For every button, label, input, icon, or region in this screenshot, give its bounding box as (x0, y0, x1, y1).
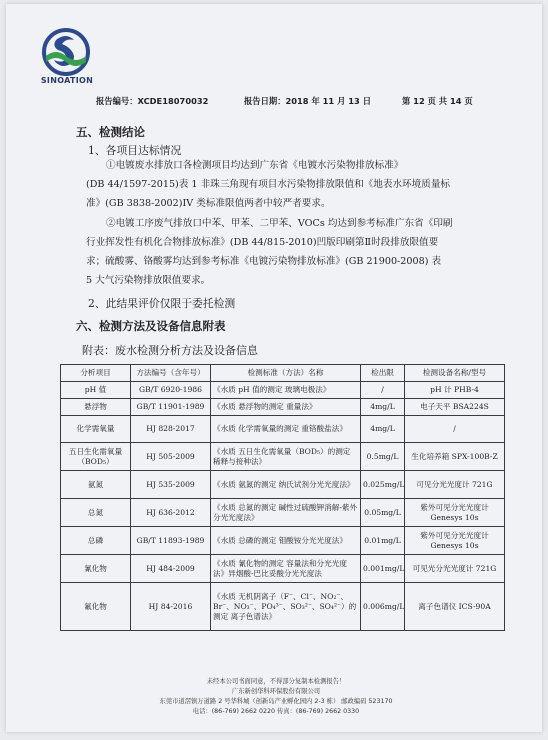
cell-device: 生化培养箱 SPX-100B-Z (405, 443, 505, 471)
paragraph-line: 行业挥发性有机化合物排放标准》(DB 44/815-2010)凹版印刷第Ⅱ时段排放限值要 (86, 237, 439, 248)
cell-device: pH 计 PHB-4 (405, 382, 505, 399)
cell-limit: 0.001mg/L (361, 555, 405, 583)
paragraph-line: ①电镀废水排放口各检测项目均达到广东省《电镀水污染物排放标准》 (106, 160, 404, 171)
cell-limit: 0.01mg/L (361, 527, 405, 555)
cell-standard: 《水质 总磷的测定 钼酸铵分光光度法》 (211, 527, 361, 555)
paragraph-line: 准》(GB 3838-2002)IV 类标准限值两者中较严者要求。 (86, 198, 331, 209)
cell-item: 氟化物 (61, 583, 131, 631)
cell-code: HJ 535-2009 (131, 471, 211, 499)
logo-text: SINOATION (40, 76, 94, 85)
table-row (61, 527, 505, 555)
paragraph-line: ②电镀工序废气排放口中苯、甲苯、二甲苯、VOCs 均达到参考标准广东省《印刷 (106, 218, 453, 229)
table-row (61, 499, 505, 527)
cell-item: 氨氮 (61, 471, 131, 499)
cell-limit: 0.05mg/L (361, 499, 405, 527)
table-row (61, 471, 505, 499)
section-6-title: 六、检测方法及设备信息附表 (76, 319, 226, 333)
cell-standard: 《水质 氨氮的测定 纳氏试剂分光光度法》 (211, 471, 361, 499)
cell-item: 总磷 (61, 527, 131, 555)
cell-item: 总氮 (61, 499, 131, 527)
footer-notice: 未经本公司书面同意，不得部分复制本检测报告！ (206, 678, 346, 685)
cell-standard: 《水质 氰化物的测定 容量法和分光光度法》异烟酸-巴比妥酸分光光度法 (211, 555, 361, 583)
cell-item: pH 值 (61, 382, 131, 399)
paragraph-line: 5 大气污染物排放限值要求。 (86, 275, 211, 286)
col-header-code: 方法编号（含年号） (131, 365, 211, 382)
table-row (61, 382, 505, 399)
cell-limit: 0.5mg/L (361, 443, 405, 471)
table-row (61, 416, 505, 443)
report-page (6, 4, 542, 732)
footer-contact: 电话：(86-769) 2662 0220 传真：(86-769) 2662 0330 (192, 708, 360, 715)
cell-code: HJ 505-2009 (131, 443, 211, 471)
conclusion-item-2: 2、此结果评价仅限于委托检测 (88, 297, 236, 310)
cell-limit: 4mg/L (361, 416, 405, 443)
cell-device: 可见分光光度计 721G (405, 471, 505, 499)
cell-code: HJ 484-2009 (131, 555, 211, 583)
table-row (61, 583, 505, 631)
col-header-device: 检测设备名称/型号 (405, 365, 505, 382)
cell-standard: 《水质 总氮的测定 碱性过硫酸钾消解-紫外分光光度法》 (211, 499, 361, 527)
cell-device: 紫外可见分光光度计 Genesys 10s (405, 527, 505, 555)
cell-code: GB/T 11901-1989 (131, 399, 211, 416)
cell-device: / (405, 416, 505, 443)
cell-code: HJ 636-2012 (131, 499, 211, 527)
conclusion-item-1: 1、各项目达标情况 (88, 144, 182, 157)
paragraph-line: 求；硫酸雾、铬酸雾均达到参考标准《电镀污染物排放标准》(GB 21900-2008) 表 (86, 256, 442, 267)
cell-item: 悬浮物 (61, 399, 131, 416)
cell-item: 五日生化需氧量（BOD₅） (61, 443, 131, 471)
col-header-standard: 检测标准（方法）名称 (211, 365, 361, 382)
cell-device: 紫外可见分光光度计 Genesys 10s (405, 499, 505, 527)
cell-standard: 《水质 化学需氧量的测定 重铬酸盐法》 (211, 416, 361, 443)
cell-item: 化学需氧量 (61, 416, 131, 443)
cell-code: GB/T 6920-1986 (131, 382, 211, 399)
cell-item: 氰化物 (61, 555, 131, 583)
page-info: 第 12 页 共 14 页 (402, 96, 473, 106)
cell-code: HJ 828-2017 (131, 416, 211, 443)
paragraph-wastewater (86, 156, 451, 213)
cell-limit: 0.025mg/L (361, 471, 405, 499)
cell-limit: / (361, 382, 405, 399)
cell-code: HJ 84-2016 (131, 583, 211, 631)
table-row (61, 443, 505, 471)
table-row (61, 555, 505, 583)
section-5-title: 五、检测结论 (76, 125, 145, 139)
col-header-limit: 检出限 (361, 365, 405, 382)
report-date: 报告日期：2018 年 11 月 13 日 (244, 96, 372, 106)
footer-company: 广东新创华科环保股份有限公司 (231, 688, 321, 695)
cell-limit: 4mg/L (361, 399, 405, 416)
cell-standard: 《水质 悬浮物的测定 重量法》 (211, 399, 361, 416)
table-row (61, 399, 505, 416)
cell-device: 离子色谱仪 ICS-90A (405, 583, 505, 631)
footer-address: 东莞市道滘镇万道路 2 号华科城（创新岛产业孵化园内 2-3 栋） 邮政编码 523170 (159, 698, 393, 705)
col-header-item: 分析项目 (61, 365, 131, 382)
paragraph-line: (DB 44/1597-2015)表 1 非珠三角现有项目水污染物排放限值和《地表水环境质量标 (86, 179, 451, 190)
cell-standard: 《水质 五日生化需氧量（BOD₅）的测定 稀释与接种法》 (211, 443, 361, 471)
paragraph-exhaust (86, 214, 453, 290)
table-header-row (61, 365, 505, 382)
report-number: 报告编号：XCDE18070032 (96, 96, 209, 106)
cell-device: 电子天平 BSA224S (405, 399, 505, 416)
methods-table (60, 364, 505, 631)
cell-device: 可见光分光光度计 721G (405, 555, 505, 583)
cell-standard: 《水质 无机阴离子（F⁻、Cl⁻、NO₂⁻、Br⁻、NO₃⁻、PO₄³⁻、SO₃²⁻、SO₄²⁻）的测定 离子色谱法》 (211, 583, 361, 631)
cell-limit: 0.006mg/L (361, 583, 405, 631)
cell-standard: 《水质 pH 值的测定 玻璃电极法》 (211, 382, 361, 399)
table-caption: 附表：废水检测分析方法及设备信息 (82, 344, 258, 357)
cell-code: GB/T 11893-1989 (131, 527, 211, 555)
